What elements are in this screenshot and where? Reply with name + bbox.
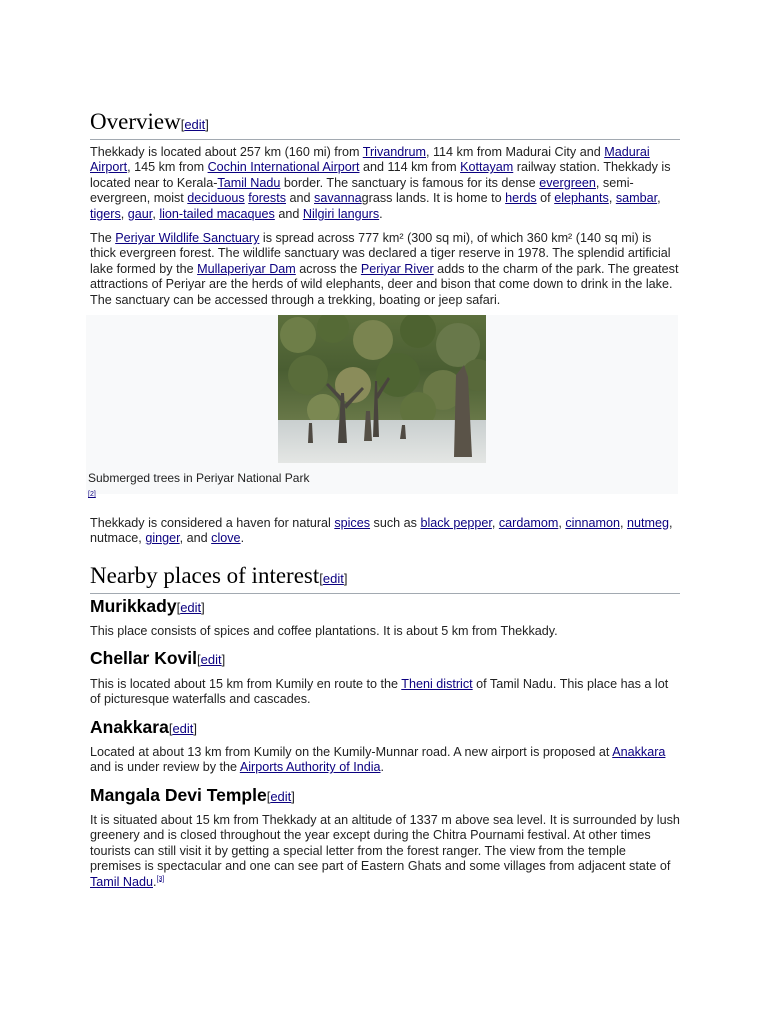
link-evergreen[interactable]: evergreen bbox=[539, 175, 596, 190]
link-periyar-river[interactable]: Periyar River bbox=[360, 261, 434, 276]
link-trivandrum[interactable]: Trivandrum bbox=[362, 145, 426, 159]
link-nutmeg[interactable]: nutmeg bbox=[626, 516, 669, 530]
overview-edit-link[interactable]: edit bbox=[184, 117, 206, 132]
link-theni-district[interactable]: Theni district bbox=[401, 677, 473, 691]
link-lion-tailed-macaques[interactable]: lion-tailed macaques bbox=[159, 206, 275, 221]
link-clove[interactable]: clove bbox=[211, 531, 241, 546]
mangala-ref-link[interactable]: [3] bbox=[156, 875, 165, 883]
chellar-kovil-edit-link[interactable]: edit bbox=[200, 652, 222, 667]
figure-submerged-trees bbox=[86, 315, 678, 498]
link-cardamom[interactable]: cardamom bbox=[498, 516, 559, 530]
link-sambar[interactable]: sambar bbox=[615, 191, 658, 206]
nearby-heading-text: Nearby places of interest bbox=[90, 563, 320, 588]
link-cinnamon[interactable]: cinnamon bbox=[565, 516, 620, 530]
overview-paragraph-1: Thekkady is located about 257 km (160 mi) from Trivandrum, 114 km from Madurai City and Madurai Airport, 145 km from Cochin International Airport and 114 km from Kottayam railway station. Thekkady is located near to Kerala-Tamil Nadu border. The sanctuary is famous for its dense evergreen, semi-evergreen, moist deciduous forests and savannagrass lands. It is home to herds of elephants, sambar, tigers, gaur, lion-tailed macaques and Nilgiri langurs. bbox=[90, 145, 671, 221]
link-nilgiri-langurs[interactable]: Nilgiri langurs bbox=[302, 206, 380, 221]
overview-heading-text: Overview bbox=[90, 109, 181, 134]
link-ginger[interactable]: ginger bbox=[145, 531, 180, 546]
anakkara-text: Located at about 13 km from Kumily on the Kumily-Munnar road. A new airport is proposed at Anakkara and is under review by the Airports Authority of India. bbox=[90, 745, 666, 775]
anakkara-heading: Anakkara[edit] bbox=[90, 717, 198, 737]
link-cochin-airport[interactable]: Cochin International Airport bbox=[207, 160, 360, 175]
link-black-pepper[interactable]: black pepper bbox=[420, 516, 492, 530]
figure-reference bbox=[86, 485, 678, 498]
link-herds[interactable]: herds bbox=[505, 191, 537, 206]
figure-caption: Submerged trees in Periyar National Park bbox=[88, 471, 310, 485]
murikkady-edit-link[interactable]: edit bbox=[180, 600, 202, 615]
link-savanna[interactable]: savanna bbox=[314, 191, 362, 206]
chellar-kovil-text: This is located about 15 km from Kumily en route to the Theni district of Tamil Nadu. This place has a lot of picturesque waterfalls and cascades. bbox=[90, 677, 669, 707]
link-tamil-nadu[interactable]: Tamil Nadu bbox=[217, 175, 281, 190]
overview-paragraph-3: Thekkady is considered a haven for natural spices such as black pepper, cardamom, cinnamon, nutmeg, nutmace, ginger, and clove. bbox=[90, 516, 673, 546]
nearby-edit-link[interactable]: edit bbox=[322, 571, 344, 586]
link-gaur[interactable]: gaur bbox=[127, 206, 153, 221]
mangala-devi-edit-link[interactable]: edit bbox=[270, 789, 292, 804]
overview-heading bbox=[90, 108, 680, 140]
submerged-trees-photo bbox=[278, 315, 486, 463]
nearby-edit-section: [edit] bbox=[319, 571, 348, 586]
murikkady-heading: Murikkady[edit] bbox=[90, 596, 205, 616]
anakkara-edit-link[interactable]: edit bbox=[172, 721, 194, 736]
link-tigers[interactable]: tigers bbox=[90, 206, 121, 221]
link-anakkara[interactable]: Anakkara bbox=[612, 745, 666, 759]
link-spices[interactable]: spices bbox=[334, 516, 371, 530]
link-tamil-nadu-2[interactable]: Tamil Nadu bbox=[90, 874, 153, 889]
link-mullaperiyar-dam[interactable]: Mullaperiyar Dam bbox=[197, 261, 296, 276]
link-forests[interactable]: forests bbox=[248, 191, 287, 206]
overview-edit-section: [edit] bbox=[180, 117, 209, 132]
mangala-devi-text: It is situated about 15 km from Thekkady at an altitude of 1337 m above sea level. It is surrounded by lush greenery and is closed throughout the year except during the Chitra Pournami festival. At other times tourists can still visit it by getting a special letter from the forest ranger. The view from the temple premises is spectacular and one can see part of Eastern Ghats and some villages from adjacent state of Tamil Nadu.[3] bbox=[90, 813, 680, 889]
link-kottayam[interactable]: Kottayam bbox=[460, 160, 514, 175]
link-airports-authority[interactable]: Airports Authority of India bbox=[239, 760, 381, 775]
link-madurai-airport[interactable]: Madurai Airport bbox=[90, 145, 650, 175]
nearby-heading bbox=[90, 562, 680, 594]
link-elephants[interactable]: elephants bbox=[554, 191, 609, 206]
link-deciduous[interactable]: deciduous bbox=[187, 191, 245, 206]
mangala-devi-heading: Mangala Devi Temple[edit] bbox=[90, 785, 295, 805]
figure-ref-link[interactable]: [2] bbox=[88, 491, 96, 498]
link-periyar-wildlife-sanctuary[interactable]: Periyar Wildlife Sanctuary bbox=[115, 231, 260, 245]
chellar-kovil-heading: Chellar Kovil[edit] bbox=[90, 648, 226, 668]
overview-paragraph-2: The Periyar Wildlife Sanctuary is spread across 777 km² (300 sq mi), of which 360 km² (140 sq mi) is thick evergreen forest. The wildlife sanctuary was declared a tiger reserve in 1978. The splendid artificial lake formed by the Mullaperiyar Dam across the Periyar River adds to the charm of the park. The greatest attractions of Periyar are the herds of wild elephants, deer and bison that come down to drink in the lake. The sanctuary can be accessed through a trekking, boating or jeep safari. bbox=[90, 231, 679, 307]
murikkady-text: This place consists of spices and coffee plantations. It is about 5 km from Thekkady. bbox=[90, 624, 558, 638]
